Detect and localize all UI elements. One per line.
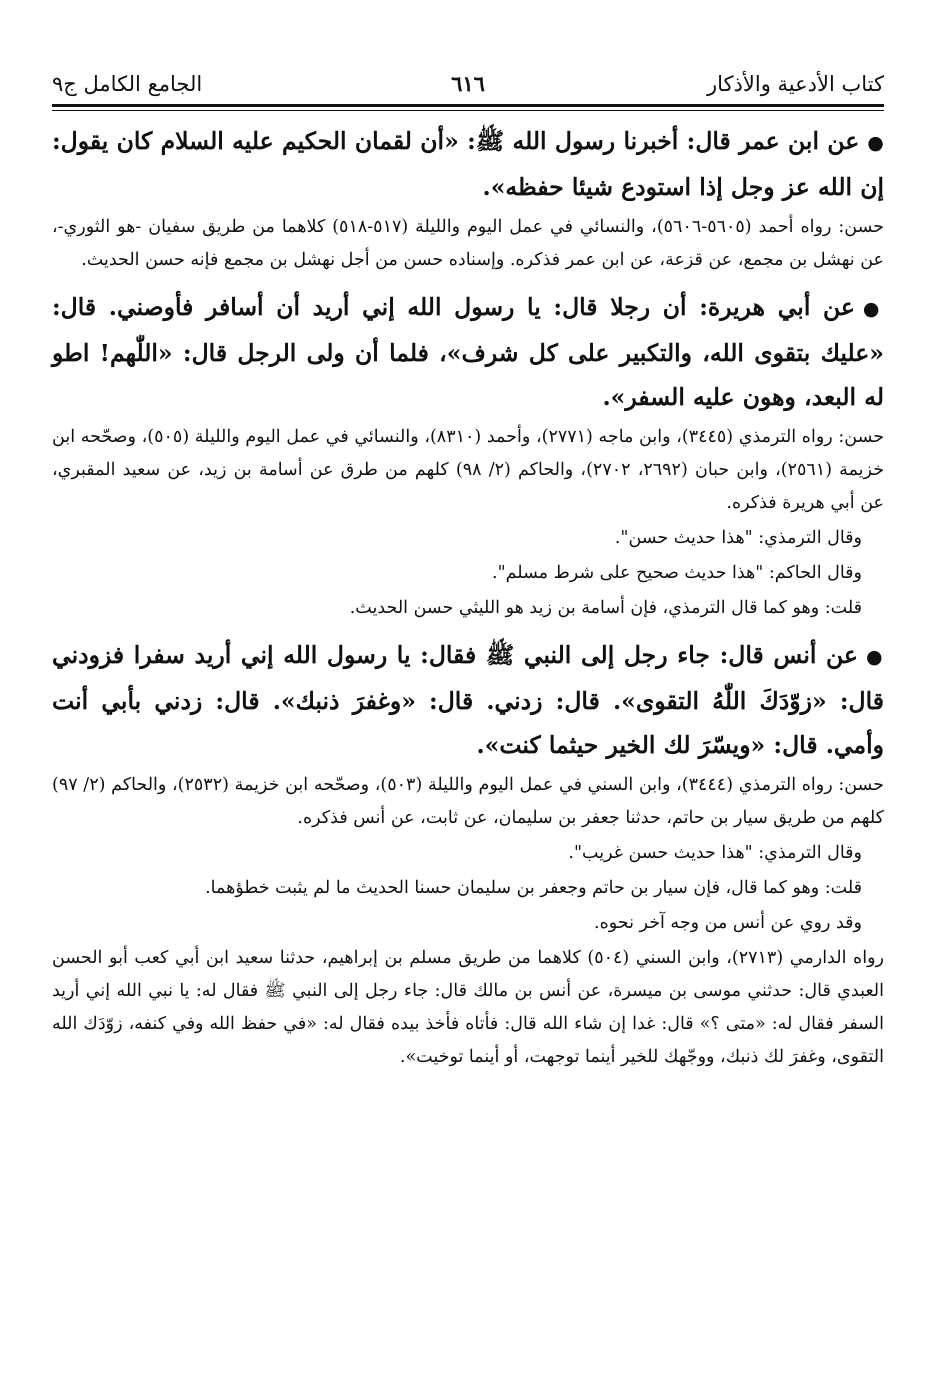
hadith-text: عن ابن عمر قال: أخبرنا رسول الله ﷺ: «أن لقمان الحكيم عليه السلام كان يقول: إن الله عز وجل إذا استودع شيئا حفظه». bbox=[52, 127, 884, 201]
bullet-icon: ● bbox=[867, 132, 884, 154]
commentary-paragraph: قلت: وهو كما قال الترمذي، فإن أسامة بن زيد هو الليثي حسن الحديث. bbox=[349, 598, 862, 618]
page-number: ٦١٦ bbox=[451, 71, 485, 96]
page bbox=[52, 62, 884, 1076]
commentary-paragraph: حسن: رواه أحمد (٥٦٠٥-٥٦٠٦)، والنسائي في عمل اليوم والليلة (٥١٧-٥١٨) كلاهما من طريق سفيان -هو الثوري-، عن نهشل بن مجمع، عن قزعة، عن ابن عمر فذكره. وإسناده حسن من أجل نهشل بن مجمع فإنه حسن الحديث. bbox=[52, 217, 885, 270]
commentary-paragraph: قلت: وهو كما قال، فإن سيار بن حاتم وجعفر بن سليمان حسنا الحديث ما لم يثبت خطؤهما. bbox=[205, 878, 862, 898]
bullet-icon: ● bbox=[862, 298, 884, 320]
commentary-paragraph: حسن: رواه الترمذي (٣٤٤٥)، وابن ماجه (٢٧٧١)، وأحمد (٨٣١٠)، والنسائي في عمل اليوم والليلة (٥٠٥)، وصحّحه ابن خزيمة (٢٥٦١)، وابن حبان (٢٦٩٢، ٢٧٠٢)، والحاكم (٢/ ٩٨) كلهم من طرق عن أسامة بن زيد، عن سعيد المقبري، عن أبي هريرة فذكره. bbox=[52, 427, 885, 513]
commentary-paragraph: وقال الحاكم: "هذا حديث صحيح على شرط مسلم". bbox=[492, 563, 862, 583]
hadith-paragraph bbox=[52, 285, 884, 419]
book-section-title: كتاب الأدعية والأذكار bbox=[707, 72, 884, 96]
book-title: الجامع الكامل ج٩ bbox=[52, 72, 203, 96]
hadith-text: عن أبي هريرة: أن رجلا قال: يا رسول الله إني أريد أن أسافر فأوصني. قال: «عليك بتقوى الله، والتكبير على كل شرف»، فلما أن ولى الرجل قال: «اللّٰهم! اطو له البعد، وهون عليه السفر». bbox=[52, 293, 884, 411]
running-header bbox=[52, 62, 884, 102]
hadith-text: عن أنس قال: جاء رجل إلى النبي ﷺ فقال: يا رسول الله إني أريد سفرا فزودني قال: «زوّدَكَ اللّٰهُ التقوى». قال: زدني. قال: «وغفرَ ذنبك». قال: زدني بأبي أنت وأمي. قال: «ويسّرَ لك الخير حيثما كنت». bbox=[52, 641, 884, 759]
bullet-icon: ● bbox=[865, 646, 884, 668]
page-body bbox=[52, 119, 884, 1074]
commentary-paragraph: وقد روي عن أنس من وجه آخر نحوه. bbox=[594, 913, 862, 933]
commentary-paragraph: وقال الترمذي: "هذا حديث حسن". bbox=[614, 528, 862, 548]
hadith-paragraph bbox=[52, 119, 884, 209]
commentary-paragraph: وقال الترمذي: "هذا حديث حسن غريب". bbox=[568, 843, 862, 863]
commentary-paragraph: حسن: رواه الترمذي (٣٤٤٤)، وابن السني في عمل اليوم والليلة (٥٠٣)، وصحّحه ابن خزيمة (٢٥٣٢)، والحاكم (٢/ ٩٧) كلهم من طريق سيار بن حاتم، حدثنا جعفر بن سليمان، عن ثابت، عن أنس فذكره. bbox=[52, 775, 884, 828]
hadith-paragraph bbox=[52, 633, 884, 767]
commentary-paragraph: رواه الدارمي (٢٧١٣)، وابن السني (٥٠٤) كلاهما من طريق مسلم بن إبراهيم، حدثنا سعيد ابن أبي كعب أبو الحسن العبدي قال: حدثني موسى بن ميسرة، عن أنس بن مالك قال: جاء رجل إلى النبي ﷺ فقال له: يا نبي الله إني أريد السفر فقال له: «متى ؟» قال: غدا إن شاء الله قال: فأتاه فأخذ بيده فقال له: «في حفظ الله وفي كنفه، زوّدَك الله التقوى، وغفرَ لك ذنبك، ووجّهك للخير أينما توجهت، أو أينما توخيت». bbox=[52, 948, 884, 1067]
header-rule-thin bbox=[52, 110, 884, 111]
header-rule-thick bbox=[52, 104, 884, 107]
